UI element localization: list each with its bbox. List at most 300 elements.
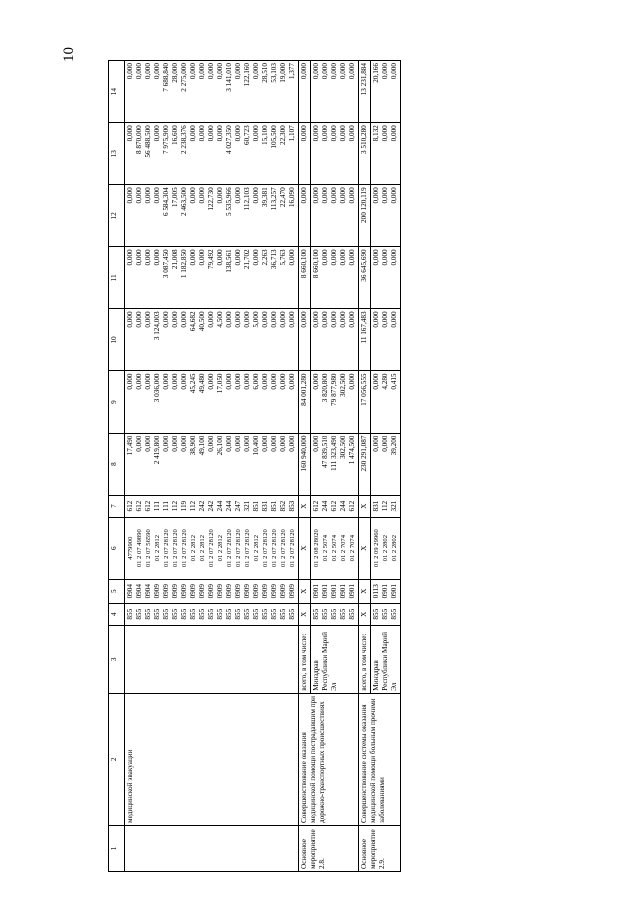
table-cell-value: 0909: [270, 584, 278, 599]
table-cell-value: 8 660,100: [312, 249, 320, 279]
table-cell-value: 26,100: [216, 435, 224, 456]
table-cell-value: 0909: [234, 584, 242, 599]
table-cell-value: 855: [153, 608, 161, 620]
block2-col5: [372, 582, 399, 601]
table-cell-value: 302,500: [339, 373, 347, 397]
block2-col8: [372, 436, 399, 493]
block2-executor-cell: Минздрав Республики Марий Эл: [371, 625, 401, 693]
table-cell-value: 0,000: [144, 63, 152, 80]
table-cell-value: 0,000: [126, 249, 134, 266]
table-cell-value: 0,000: [198, 63, 206, 80]
table-cell-value: 01 2 2812: [217, 534, 224, 562]
block2-col9: [372, 373, 399, 430]
table-cell-value: 0909: [207, 584, 215, 599]
col-header-5: 5: [109, 579, 125, 603]
block0-col7: [126, 498, 297, 515]
table-cell-value: 321: [243, 500, 251, 512]
table-cell-value: 4,500: [216, 311, 224, 328]
table-cell-value: 7 688,840: [162, 63, 170, 92]
table-cell-value: 244: [339, 500, 347, 512]
table-cell-value: 855: [252, 608, 260, 620]
table-cell-value: 0,000: [171, 435, 179, 452]
table-cell-value: 5 535,966: [225, 187, 233, 217]
block0-executor-cell: [125, 625, 299, 693]
table-cell-value: 0,000: [348, 187, 356, 204]
table-cell-value: 5,763: [279, 249, 287, 266]
table-cell-value: 855: [189, 608, 197, 620]
table-cell-value: 0,000: [189, 63, 197, 80]
table-cell-value: 53,103: [270, 63, 278, 83]
table-cell-value: 0,000: [144, 187, 152, 204]
table-cell-value: 0,000: [207, 435, 215, 452]
table-cell-value: 855: [348, 608, 356, 620]
table-cell-value: 0,000: [198, 187, 206, 204]
table-cell-value: 855: [261, 608, 269, 620]
block1-col12: [312, 187, 357, 244]
block2-col12: [372, 187, 399, 244]
table-cell-value: 0,000: [153, 63, 161, 80]
table-cell-value: 0,000: [126, 187, 134, 204]
table-cell-value: 01 2 07 28120: [208, 529, 215, 568]
table-cell-value: 0909: [153, 584, 161, 599]
table-cell-value: 8 870,000: [135, 125, 143, 154]
block0-name-cell: медицинской эвакуации: [125, 693, 299, 825]
table-cell-value: 28,510: [261, 63, 269, 83]
table-cell-value: 0,000: [381, 311, 389, 328]
block0-col11: [126, 249, 297, 306]
table-cell-value: 0,000: [135, 249, 143, 266]
table-cell-value: 17,005: [171, 187, 179, 208]
table-cell-value: 0,000: [279, 311, 287, 328]
table-cell-value: 855: [180, 608, 188, 620]
table-cell-value: 855: [234, 608, 242, 620]
table-cell-value: 0,000: [312, 63, 320, 80]
table-cell-value: 0,000: [288, 249, 296, 266]
table-cell-value: 01 2 2812: [199, 534, 206, 562]
table-cell-value: 3 087,450: [162, 249, 170, 279]
table-cell-value: 20,166: [372, 63, 380, 83]
block2-activity-cell: Основное мероприятие 2.9.: [359, 825, 401, 871]
col-header-12: 12: [109, 185, 125, 247]
table-cell-value: 49,100: [198, 435, 206, 456]
table-cell-value: 0909: [243, 584, 251, 599]
table-cell-value: 0,000: [348, 249, 356, 266]
table-cell-value: 8,132: [372, 125, 380, 142]
block0-activity-cell: [125, 825, 299, 871]
table-cell-value: 0,000: [153, 187, 161, 204]
table-cell-value: 6,000: [252, 373, 260, 390]
block1-total-row: [299, 61, 311, 872]
table-cell-value: 855: [144, 608, 152, 620]
block1-executor-cell: Минздрав Республики Марий Эл: [311, 625, 359, 693]
block1-total-9: 84 001,280: [299, 371, 311, 433]
table-cell-value: 0,000: [207, 311, 215, 328]
table-cell-value: 0909: [279, 584, 287, 599]
table-cell-value: 0909: [288, 584, 296, 599]
table-cell-value: 0909: [162, 584, 170, 599]
table-cell-value: 16,090: [288, 187, 296, 208]
block1-total-8: 160 940,000: [299, 433, 311, 495]
table-cell-value: 0,000: [321, 187, 329, 204]
table-cell-value: 36,713: [270, 249, 278, 270]
block0-col14: [126, 63, 297, 120]
col-header-1: 1: [109, 825, 125, 871]
table-cell-value: 0,000: [207, 373, 215, 390]
table-cell-value: 111 323,490: [330, 435, 338, 471]
column-number-row: [109, 61, 125, 872]
table-cell-value: 15,100: [261, 125, 269, 145]
col-header-6: 6: [109, 517, 125, 579]
table-cell-value: 0,000: [321, 63, 329, 80]
table-cell-value: 0904: [135, 584, 143, 599]
table-cell-value: 0,000: [144, 311, 152, 328]
table-cell-value: 0,000: [225, 435, 233, 452]
table-cell-value: 39,200: [390, 435, 398, 456]
table-cell-value: 0,000: [198, 249, 206, 266]
table-cell-value: 855: [216, 608, 224, 620]
block1-total-11: 8 660,100: [299, 247, 311, 309]
block1-total-13: 0,000: [299, 123, 311, 185]
block2-total-13: 3 510,280: [359, 123, 371, 185]
table-cell-value: 0,000: [390, 311, 398, 328]
block1-col11: [312, 249, 357, 306]
table-cell-value: 22,300: [279, 125, 287, 145]
table-cell-value: 40,500: [198, 311, 206, 332]
table-cell-value: 0909: [171, 584, 179, 599]
block1-total-12: 0,000: [299, 185, 311, 247]
table-cell-value: 0,000: [234, 125, 242, 142]
table-cell-value: 19,000: [279, 63, 287, 83]
table-cell-value: 855: [312, 608, 320, 620]
table-cell-value: 112,103: [243, 187, 251, 211]
table-cell-value: 0,000: [234, 435, 242, 452]
table-cell-value: 16,600: [171, 125, 179, 145]
table-cell-value: 0,000: [252, 249, 260, 266]
table-cell-value: 855: [135, 608, 143, 620]
table-cell-value: 60,723: [243, 125, 251, 145]
table-cell-value: 0,000: [216, 63, 224, 80]
table-cell-value: 0,000: [234, 249, 242, 266]
block1-col9: [312, 373, 357, 430]
table-cell-value: 1,107: [288, 125, 296, 142]
table-cell-value: 0,000: [180, 311, 188, 328]
table-cell-value: 0,000: [225, 311, 233, 328]
table-cell-value: 0904: [144, 584, 152, 599]
table-cell-value: 38,900: [189, 435, 197, 456]
table-cell-value: 0,000: [135, 435, 143, 452]
table-cell-value: 01 2 2812: [253, 534, 260, 562]
table-cell-value: 79 877,980: [330, 373, 338, 406]
table-cell-value: 45,245: [189, 373, 197, 394]
table-cell-value: 01 2 07 49890: [136, 529, 143, 568]
col-header-9: 9: [109, 371, 125, 433]
table-cell-value: 851: [270, 500, 278, 512]
table-cell-value: 0,000: [261, 435, 269, 452]
table-cell-value: 0,000: [234, 63, 242, 80]
block1-col10: [312, 311, 357, 368]
page-number: 10: [61, 47, 77, 62]
table-cell-value: 855: [381, 608, 389, 620]
table-cell-value: 5,000: [252, 311, 260, 328]
table-cell-value: 01 2 07 28120: [262, 529, 269, 568]
table-cell-value: 0,000: [339, 187, 347, 204]
table-cell-value: 0,000: [153, 125, 161, 142]
block1-total-5: X: [299, 579, 311, 603]
block2-name-cell: Совершенствование системы оказания медицинской помощи больным прочими заболеваниями: [359, 693, 401, 825]
col-header-14: 14: [109, 61, 125, 123]
rotated-table-page: [108, 60, 624, 872]
table-cell-value: 17,490: [126, 435, 134, 456]
table-cell-value: 853: [288, 500, 296, 512]
block1-activity-cell: Основное мероприятие 2.8.: [299, 825, 359, 871]
block1-name-cell: Совершенствование оказания медицинской помощи пострадавшим при дорожно-транспортных происшествиях: [299, 693, 359, 825]
block0-col10: [126, 311, 297, 368]
table-cell-value: 0,000: [153, 249, 161, 266]
table-cell-value: 0,000: [339, 311, 347, 328]
table-cell-value: 0,000: [207, 63, 215, 80]
table-cell-value: 855: [330, 608, 338, 620]
table-cell-value: 855: [243, 608, 251, 620]
block2-total-11: 36 645,690: [359, 247, 371, 309]
table-cell-value: 855: [126, 608, 134, 620]
table-cell-value: 01 2 09 29960: [373, 529, 380, 568]
table-cell-value: 01 2 2812: [190, 534, 197, 562]
table-cell-value: 01 2 5074: [331, 534, 338, 562]
table-cell-value: 3 036,000: [153, 373, 161, 403]
table-cell-value: 855: [321, 608, 329, 620]
table-cell-value: 0,000: [135, 63, 143, 80]
table-cell-value: 0,000: [381, 187, 389, 204]
block1-col7: [312, 498, 357, 515]
table-cell-value: 0,000: [390, 63, 398, 80]
block1-col13: [312, 125, 357, 182]
table-cell-value: 21,008: [171, 249, 179, 270]
block1-total-7: X: [299, 495, 311, 517]
table-cell-value: 0901: [339, 584, 347, 599]
table-cell-value: 0,000: [381, 249, 389, 266]
block2-total-14: 13 231,884: [359, 61, 371, 123]
table-cell-value: 0,000: [216, 249, 224, 266]
table-cell-value: 0,000: [330, 311, 338, 328]
table-cell-value: 0,000: [252, 187, 260, 204]
table-cell-value: 0,000: [381, 63, 389, 80]
block2-total-8: 230 291,087: [359, 433, 371, 495]
table-cell-value: 0,000: [135, 311, 143, 328]
table-cell-value: 0,000: [270, 311, 278, 328]
table-cell-value: 112: [171, 500, 179, 512]
table-cell-value: 111: [162, 501, 170, 512]
table-cell-value: 0,000: [162, 373, 170, 390]
table-cell-value: 0,000: [171, 311, 179, 328]
table-cell-value: 112: [189, 500, 197, 512]
col-header-10: 10: [109, 309, 125, 371]
table-cell-value: 0,000: [144, 435, 152, 452]
col-header-11: 11: [109, 247, 125, 309]
block2-total-12: 200 120,119: [359, 185, 371, 247]
table-cell-value: 0,000: [348, 125, 356, 142]
table-cell-value: 855: [171, 608, 179, 620]
block0-col13: [126, 125, 297, 182]
block2-col14: [372, 63, 399, 120]
table-cell-value: 2 275,000: [180, 63, 188, 92]
table-cell-value: 0909: [225, 584, 233, 599]
block2-col7: [372, 498, 399, 515]
table-cell-value: 17,050: [216, 373, 224, 394]
table-cell-value: 119: [180, 500, 188, 512]
table-cell-value: 612: [330, 500, 338, 512]
table-cell-value: 105,500: [270, 125, 278, 149]
block2-total-10: 11 167,483: [359, 309, 371, 371]
table-cell-value: 0,000: [279, 373, 287, 390]
table-cell-value: 01 2 2802: [382, 534, 389, 562]
table-cell-value: 855: [288, 608, 296, 620]
table-cell-value: 0,000: [330, 125, 338, 142]
table-cell-value: 0,000: [243, 373, 251, 390]
table-cell-value: 0901: [330, 584, 338, 599]
table-cell-value: 0,000: [312, 435, 320, 452]
table-cell-value: 855: [339, 608, 347, 620]
table-cell-value: 0,000: [234, 187, 242, 204]
table-cell-value: 0,000: [312, 311, 320, 328]
table-cell-value: 851: [252, 500, 260, 512]
table-cell-value: 0901: [348, 584, 356, 599]
table-cell-value: 855: [162, 608, 170, 620]
budget-table: [108, 60, 401, 872]
block0-col9: [126, 373, 297, 430]
table-cell-value: 10,400: [252, 435, 260, 456]
table-cell-value: 2,263: [261, 249, 269, 266]
table-cell-value: 612: [348, 500, 356, 512]
table-cell-value: 852: [279, 500, 287, 512]
block1-col6: [312, 520, 357, 577]
table-cell-value: 0,000: [381, 435, 389, 452]
table-cell-value: 244: [225, 500, 233, 512]
col-header-3: 3: [109, 625, 125, 693]
table-cell-value: 0,000: [261, 373, 269, 390]
table-cell-value: 1 182,850: [180, 249, 188, 279]
table-cell-value: 242: [207, 500, 215, 512]
table-cell-value: 111: [153, 501, 161, 512]
table-cell-value: 01 2 07 28120: [226, 529, 233, 568]
block1-total-6: X: [299, 517, 311, 579]
table-cell-value: 01 2 07 28120: [280, 529, 287, 568]
table-cell-value: 47 839,510: [321, 435, 329, 468]
table-cell-value: 0,000: [252, 63, 260, 80]
block1-col4: [312, 606, 357, 623]
table-cell-value: 855: [198, 608, 206, 620]
table-cell-value: 4,280: [381, 373, 389, 390]
table-cell-value: 855: [207, 608, 215, 620]
table-cell-value: 855: [279, 608, 287, 620]
table-cell-value: 0,000: [180, 373, 188, 390]
table-cell-value: 0909: [198, 584, 206, 599]
table-cell-value: 0,000: [372, 249, 380, 266]
table-cell-value: 0,000: [330, 187, 338, 204]
table-cell-value: 0,000: [348, 311, 356, 328]
block0-col8: [126, 436, 297, 493]
table-cell-value: 122,160: [243, 63, 251, 87]
table-cell-value: 0909: [261, 584, 269, 599]
col-header-7: 7: [109, 495, 125, 517]
table-cell-value: 122,730: [207, 187, 215, 211]
table-cell-value: 0,000: [288, 373, 296, 390]
table-cell-value: 0,000: [288, 435, 296, 452]
table-cell-value: 2 238,376: [180, 125, 188, 154]
table-cell-value: 0,000: [348, 373, 356, 390]
block2-total-5: X: [359, 579, 371, 603]
block2-total-4: X: [359, 603, 371, 625]
block2-total-9: 17 056,555: [359, 371, 371, 433]
table-cell-value: 855: [372, 608, 380, 620]
table-cell-value: 01 2 7074: [349, 534, 356, 562]
col-header-2: 2: [109, 693, 125, 825]
table-cell-value: 0,000: [126, 311, 134, 328]
table-cell-value: 0,000: [330, 249, 338, 266]
table-cell-value: 0,000: [126, 63, 134, 80]
table-cell-value: 0,000: [144, 249, 152, 266]
block0-row: [125, 61, 299, 872]
table-cell-value: 79,492: [207, 249, 215, 270]
table-cell-value: 0,000: [243, 311, 251, 328]
table-cell-value: 0,000: [288, 311, 296, 328]
table-cell-value: 0,000: [225, 373, 233, 390]
table-cell-value: 56 488,500: [144, 125, 152, 158]
table-cell-value: 0,000: [372, 311, 380, 328]
col-header-4: 4: [109, 603, 125, 625]
table-cell-value: 0,000: [189, 249, 197, 266]
table-cell-value: 0113: [372, 584, 380, 599]
table-cell-value: 0,000: [312, 187, 320, 204]
table-cell-value: 01 2 2802: [391, 534, 398, 562]
table-cell-value: 0901: [321, 584, 329, 599]
table-cell-value: 4 027,350: [225, 125, 233, 154]
table-cell-value: 0904: [126, 584, 134, 599]
table-cell-value: 0,000: [390, 187, 398, 204]
table-cell-value: 0,000: [126, 373, 134, 390]
table-cell-value: 39,381: [261, 187, 269, 208]
block1-col14: [312, 63, 357, 120]
block0-col4: [126, 606, 297, 623]
block2-total-row: [359, 61, 371, 872]
block1-total-14: 0,000: [299, 61, 311, 123]
table-cell-value: 612: [135, 500, 143, 512]
table-cell-value: 0,000: [312, 373, 320, 390]
table-cell-value: 01 2 07 28120: [181, 529, 188, 568]
block2-total-6: X: [359, 517, 371, 579]
table-cell-value: 855: [390, 608, 398, 620]
table-cell-value: 0,000: [390, 249, 398, 266]
col-header-13: 13: [109, 123, 125, 185]
table-cell-value: 01 2 07 28120: [271, 529, 278, 568]
table-cell-value: 01 2 7074: [340, 534, 347, 562]
table-cell-value: 0,000: [216, 125, 224, 142]
table-cell-value: 01 2 08 28020: [313, 529, 320, 568]
table-cell-value: 0,000: [270, 373, 278, 390]
table-cell-value: 0,000: [312, 125, 320, 142]
block2-col10: [372, 311, 399, 368]
table-cell-value: 0,000: [348, 63, 356, 80]
table-cell-value: 3 141,010: [225, 63, 233, 92]
table-cell-value: 22,470: [279, 187, 287, 208]
table-cell-value: 0,000: [126, 125, 134, 142]
table-cell-value: 242: [198, 500, 206, 512]
table-cell-value: 0,000: [135, 373, 143, 390]
block0-col12: [126, 187, 297, 244]
table-cell-value: 4779900: [127, 536, 134, 560]
table-cell-value: 01 2 07 56590: [145, 529, 152, 568]
table-cell-value: 21,702: [243, 249, 251, 270]
table-cell-value: 0,000: [321, 249, 329, 266]
